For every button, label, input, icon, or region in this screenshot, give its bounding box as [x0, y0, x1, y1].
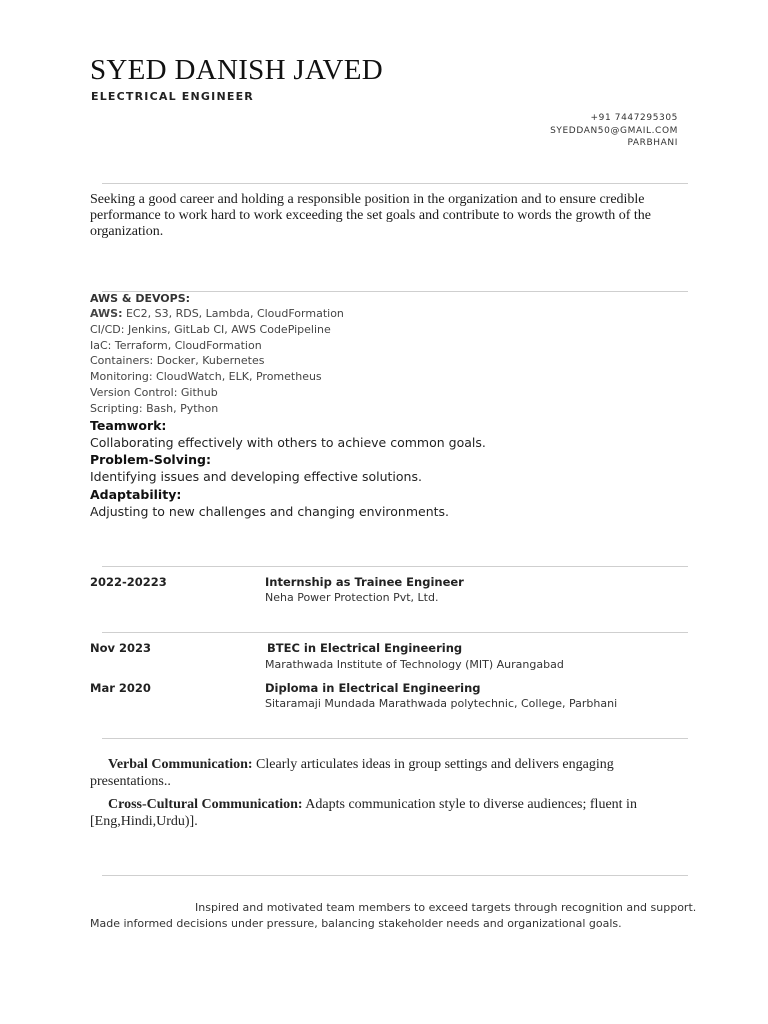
experience-title: Internship as Trainee Engineer: [265, 575, 464, 589]
education-title: BTEC in Electrical Engineering: [267, 641, 463, 655]
candidate-name: SYED DANISH JAVED: [90, 54, 383, 86]
achievement-line: Inspired and motivated team members to exceed targets through recognition and support.: [195, 901, 697, 914]
skill-line: CI/CD: Jenkins, GitLab CI, AWS CodePipeline: [90, 322, 331, 336]
divider: [102, 738, 688, 739]
skill-line: AWS: EC2, S3, RDS, Lambda, CloudFormation: [90, 307, 344, 320]
communication-item: Verbal Communication: Clearly articulates ideas in group settings and delivers engaging presentations..: [90, 757, 614, 789]
soft-skill-label: Problem-Solving:: [90, 452, 211, 468]
divider: [102, 183, 688, 184]
skill-line: Scripting: Bash, Python: [90, 401, 219, 415]
divider: [102, 566, 688, 567]
education-title: Diploma in Electrical Engineering: [265, 681, 481, 695]
job-title: ELECTRICAL ENGINEER: [91, 90, 254, 103]
education-date: Mar 2020: [90, 681, 151, 695]
achievements-section: [90, 900, 697, 931]
soft-skill-desc: Identifying issues and developing effective solutions.: [90, 469, 422, 485]
experience-org: Neha Power Protection Pvt, Ltd.: [265, 591, 439, 604]
contact-phone: +91 7447295305: [590, 113, 678, 123]
divider: [102, 632, 688, 633]
skill-line: Version Control: Github: [90, 385, 218, 399]
skill-line: Containers: Docker, Kubernetes: [90, 354, 265, 368]
soft-skill-desc: Adjusting to new challenges and changing environments.: [90, 503, 450, 519]
objective-text: Seeking a good career and holding a responsible position in the organization and to ensure credible performance to work hard to work exceeding the set goals and contribute to words the growth of the organization.: [90, 192, 651, 239]
contact-block: [550, 112, 678, 150]
communication-item: Cross-Cultural Communication: Adapts communication style to diverse audiences; fluent in [Eng,Hindi,Urdu)].: [90, 797, 637, 829]
contact-email: SYEDDAN50@GMAIL.COM: [550, 125, 678, 136]
skill-line: Monitoring: CloudWatch, ELK, Prometheus: [90, 370, 322, 384]
contact-city: PARBHANI: [627, 138, 678, 148]
skills-section: [90, 292, 690, 520]
achievement-line: Made informed decisions under pressure, balancing stakeholder needs and organizational goals.: [90, 916, 622, 930]
skills-heading: AWS & DEVOPS:: [90, 292, 191, 305]
divider: [102, 875, 688, 876]
soft-skill-label: Teamwork:: [90, 417, 167, 433]
education-date: Nov 2023: [90, 641, 152, 655]
education-org: Sitaramaji Mundada Marathwada polytechnic, College, Parbhani: [265, 697, 618, 710]
experience-date: 2022-20223: [90, 575, 167, 589]
soft-skill-desc: Collaborating effectively with others to achieve common goals.: [90, 434, 486, 450]
soft-skill-label: Adaptability:: [90, 486, 182, 502]
skill-line: IaC: Terraform, CloudFormation: [90, 338, 262, 352]
education-org: Marathwada Institute of Technology (MIT) Aurangabad: [265, 658, 564, 671]
